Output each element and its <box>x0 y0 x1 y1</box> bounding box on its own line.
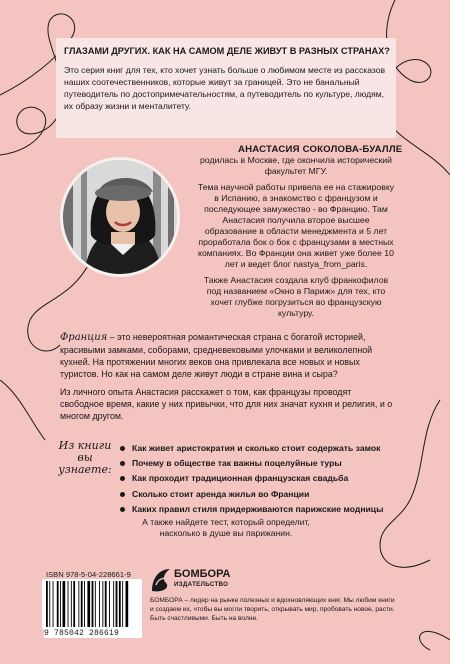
learn-heading: Из книги вы узнаете: <box>58 439 112 476</box>
list-item: Каких правил стиля придерживаются парижские модницы <box>120 502 410 517</box>
description-text: – это невероятная романтическая страна с богатой историей, красивыми замками, соборами, средневековыми улочками и великолепной кухней. На протяжении многих веков она привлекала все новых и новых туристов. Но как на самом деле живут люди в стране вина и сыра? <box>60 332 373 379</box>
publisher-description: БОМБОРА – лидер на рынке полезных и вдохновляющих книг. Мы любим книги и создаем их, чтобы вы могли творить, открывать мир, пробовать новое, расти. Быть счастливыми. Быть на волне. <box>150 597 395 622</box>
barcode-bar <box>116 581 118 627</box>
barcode-bar <box>68 581 69 627</box>
barcode-bar <box>126 581 129 627</box>
barcode-bar <box>63 581 66 627</box>
barcode <box>42 579 142 629</box>
list-item: Сколько стоит аренда жилья во Франции <box>120 487 410 502</box>
bombora-wave-icon <box>150 565 174 595</box>
book-description <box>60 331 396 428</box>
barcode-bar <box>95 581 96 627</box>
barcode-bar <box>46 581 48 627</box>
author-bio <box>196 155 396 324</box>
series-title: ГЛАЗАМИ ДРУГИХ. КАК НА САМОМ ДЕЛЕ ЖИВУТ В РАЗНЫХ СТРАНАХ? <box>64 46 390 56</box>
series-description: Это серия книг для тех, кто хочет узнать больше о любимом месте из рассказов наших соотечественников, которые живут за границей. Это не банальный путеводитель по достопримечательностям, а путеводитель по культуре, людям, их образу жизни и менталитету. <box>64 65 386 111</box>
bio-paragraph: Также Анастасия создала клуб франкофилов под названием «Окно в Париж» для тех, кто хочет глубже погрузиться во французскую культуру. <box>203 275 389 318</box>
bullet-icon <box>120 492 125 497</box>
barcode-bar <box>60 581 61 627</box>
bullet-icon <box>120 461 125 466</box>
list-item: Как проходит традиционная французская свадьба <box>120 471 410 486</box>
list-item: Почему в обществе так важны поцелуйные туры <box>120 456 410 471</box>
lead-word: Франция <box>60 332 108 343</box>
bullet-icon <box>120 507 125 512</box>
barcode-bar <box>57 581 59 627</box>
barcode-bar <box>119 581 121 627</box>
description-paragraph <box>60 331 396 380</box>
list-item: Как живет аристократия и сколько стоит содержать замок <box>120 441 410 456</box>
author-photo <box>60 157 180 277</box>
learn-list <box>120 441 410 517</box>
extra-note: А также найдете тест, который определит, насколько в душе вы парижанин. <box>142 517 310 538</box>
barcode-bar <box>122 581 123 627</box>
barcode-bar <box>71 581 72 627</box>
barcode-bar <box>113 581 114 627</box>
author-name: АНАСТАСИЯ СОКОЛОВА-БУАЛЛЕ <box>238 144 403 155</box>
barcode-bar <box>92 581 94 627</box>
bullet-icon <box>120 446 125 451</box>
isbn: ISBN 978-5-04-228661-9 <box>46 570 131 579</box>
barcode-bar <box>102 581 103 627</box>
barcode-number: 9 785042 286619 <box>44 629 142 638</box>
series-info-box <box>56 38 396 138</box>
description-paragraph: Из личного опыта Анастасия расскажет о том, как французы проводят свободное время, какие у них привычки, что для них значат кухня и религия, и о многом другом. <box>60 387 393 421</box>
bullet-icon <box>120 476 125 481</box>
barcode-bar <box>49 581 50 627</box>
barcode-bar <box>78 581 79 627</box>
barcode-bar <box>109 581 110 627</box>
publisher-logo-text: БОМБОРА <box>174 568 231 580</box>
barcode-bar <box>99 581 100 627</box>
barcode-bar <box>53 581 54 627</box>
barcode-bar <box>73 581 75 627</box>
barcode-bar <box>81 581 83 627</box>
barcode-bar <box>105 581 107 627</box>
bio-paragraph: родилась в Москве, где окончила исторический факультет МГУ. <box>199 155 393 176</box>
publisher-logo-subtitle: ИЗДАТЕЛЬСТВО <box>174 581 229 588</box>
barcode-bar <box>87 581 90 627</box>
barcode-bar <box>84 581 85 627</box>
bio-paragraph: Тема научной работы привела ее на стажировку в Испанию, а знакомство с французом и последующее замужество - во Францию. Там Анастасия получила второе высшее образование в области менеджмента и 5 лет проработала бок о бок с французами в местных компаниях. Во Франции она живет уже более 10 лет и ведет блог nastya_from_paris. <box>197 182 395 269</box>
